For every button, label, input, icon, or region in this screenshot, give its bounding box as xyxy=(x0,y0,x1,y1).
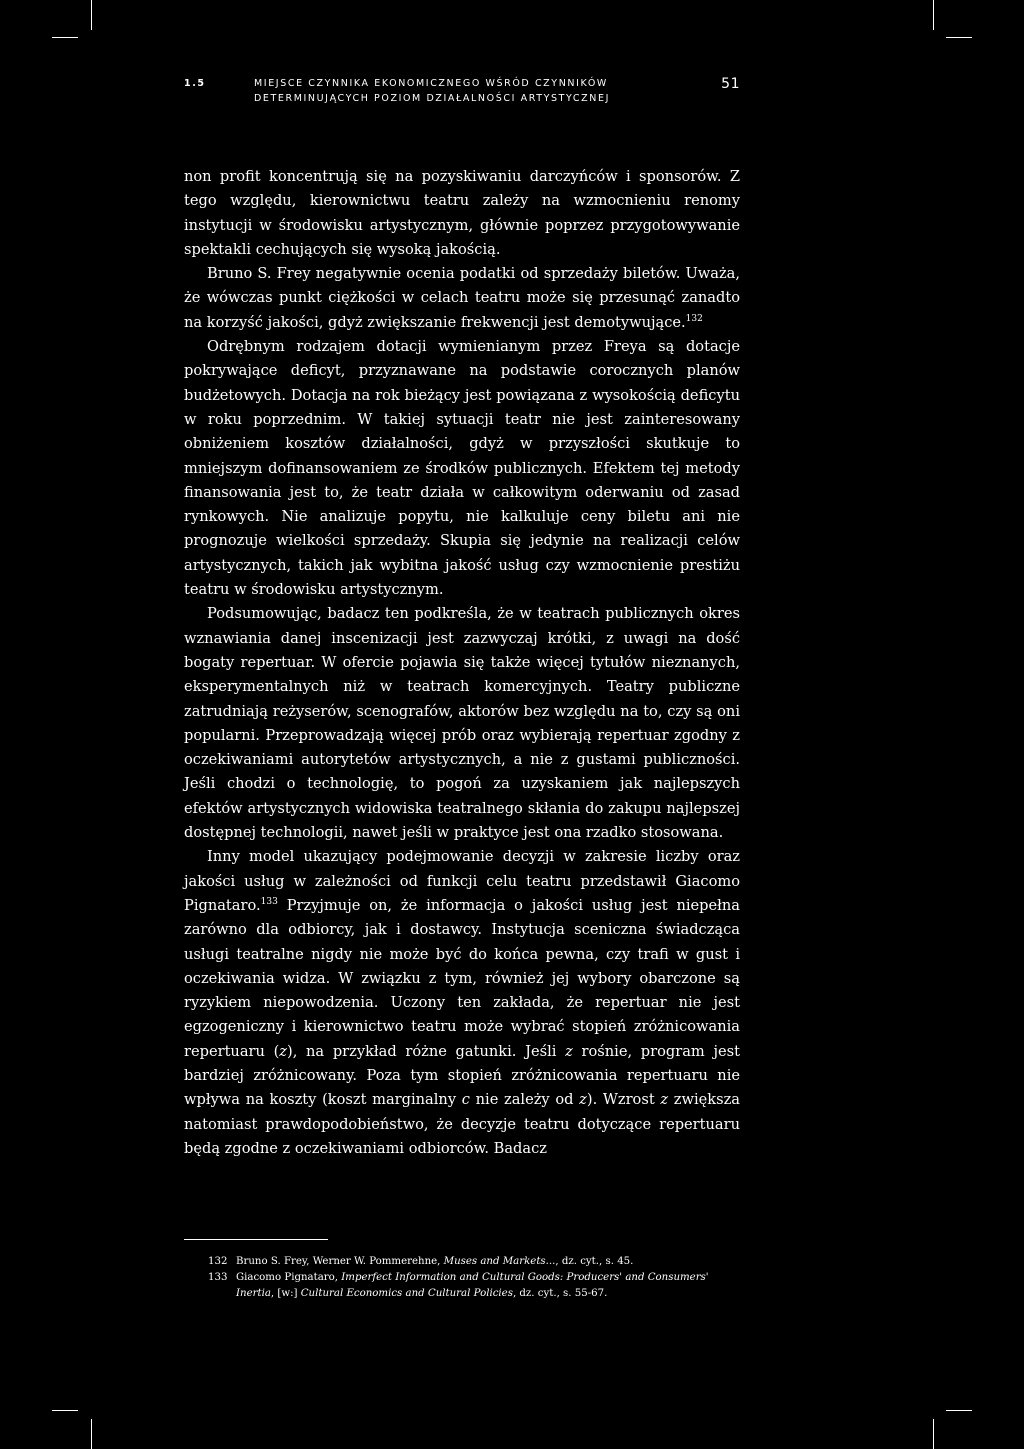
crop-mark xyxy=(91,0,92,30)
italic-text: z xyxy=(565,1042,573,1060)
footnotes xyxy=(184,1254,740,1302)
paragraph xyxy=(184,262,740,335)
crop-mark xyxy=(933,1419,934,1449)
italic-text: z xyxy=(579,1091,587,1109)
paragraph xyxy=(184,335,740,602)
running-title-line: MIEJSCE CZYNNIKA EKONOMICZNEGO WŚRÓD CZYNNIKÓW xyxy=(254,78,608,89)
crop-mark xyxy=(946,1410,972,1411)
text-run: , dz. cyt., s. 55-67. xyxy=(512,1288,608,1299)
text-run: zwiększa natomiast prawdopodobieństwo, że decyzje teatru dotyczące repertuaru będą zgodne z oczekiwaniami odbiorców. Badacz xyxy=(184,1091,740,1157)
footnote xyxy=(184,1254,740,1270)
crop-mark xyxy=(946,37,972,38)
text-run: , [w:] xyxy=(270,1288,301,1299)
text-run: Bruno S. Frey, Werner W. Pommerehne, xyxy=(236,1256,444,1267)
text-run: non profit koncentrują się na pozyskiwaniu darczyńców i sponsorów. Z tego względu, kierownictwu teatru zależy na wzmocnieniu renomy instytucji w środowisku artystycznym, głównie poprzez przygotowywanie spektakli cechujących się wysoką jakością. xyxy=(184,168,740,258)
section-number: 1.5 xyxy=(184,78,206,89)
italic-text: Imperfect Information and Cultural Goods: Producers' and Consumers' Inertia xyxy=(236,1272,709,1299)
italic-text: Muses and Markets... xyxy=(443,1256,556,1267)
italic-text: z xyxy=(279,1042,287,1060)
text-run: Odrębnym rodzajem dotacji wymienianym przez Freya są dotacje pokrywające deficyt, przyznawane na podstawie corocznych planów budżetowych. Dotacja na rok bieżący jest powiązana z wysokością deficytu w roku poprzednim. W takiej sytuacji teatr nie jest zainteresowany obniżeniem kosztów działalności, gdyż w przyszłości skutkuje to mniejszym dofinansowaniem ze środków publicznych. Efektem tej metody finansowania jest to, że teatr działa w całkowitym oderwaniu od zasad rynkowych. Nie analizuje popytu, nie kalkuluje ceny biletu ani nie prognozuje wielkości sprzedaży. Skupia się jedynie na realizacji celów artystycznych, takich jak wybitna jakość usług czy wzmocnienie prestiżu teatru w środowisku artystycznym. xyxy=(184,338,740,599)
footnote-ref: 132 xyxy=(685,313,703,324)
footnote-number: 132 xyxy=(208,1256,228,1267)
text-run: , dz. cyt., s. 45. xyxy=(555,1256,634,1267)
text-run: Giacomo Pignataro, xyxy=(236,1272,342,1283)
paragraph xyxy=(184,845,740,1161)
paragraph xyxy=(184,602,740,845)
footnote-number: 133 xyxy=(208,1272,228,1283)
italic-text: z xyxy=(660,1091,669,1109)
footnote xyxy=(184,1270,740,1302)
footnote-rule xyxy=(184,1239,328,1240)
italic-text: c xyxy=(461,1091,470,1109)
page-number: 51 xyxy=(721,76,740,92)
text-run: nie zależy od xyxy=(469,1091,580,1109)
paragraph xyxy=(184,165,740,262)
crop-mark xyxy=(52,37,78,38)
body-text xyxy=(184,165,740,1161)
crop-mark xyxy=(933,0,934,30)
crop-mark xyxy=(91,1419,92,1449)
text-run: Inny model ukazujący podejmowanie decyzji w zakresie liczby oraz jakości usług w zależności od funkcji celu teatru przedstawił Giacomo Pignataro. xyxy=(184,848,740,914)
italic-text: Cultural Economics and Cultural Policies xyxy=(300,1288,513,1299)
running-title xyxy=(254,76,610,106)
running-title-line: DETERMINUJĄCYCH POZIOM DZIAŁALNOŚCI ARTYSTYCZNEJ xyxy=(254,93,610,104)
text-run: rośnie, program jest bardziej zróżnicowany. Poza tym stopień zróżnicowania repertuaru nie wpływa na koszty (koszt marginalny xyxy=(184,1042,740,1109)
text-run: Przyjmuje on, że informacja o jakości usług jest niepełna zarówno dla odbiorcy, jak i dostawcy. Instytucja sceniczna świadcząca usługi teatralne nigdy nie może być do końca pewna, czy trafi w gust i oczekiwania widza. W związku z tym, również jej wybory obarczone są ryzykiem niepowodzenia. Uczony ten zakłada, że repertuar nie jest egzogeniczny i kierownictwo teatru może wybrać stopień zróżnicowania repertuaru ( xyxy=(184,896,740,1060)
text-run: ), na przykład różne gatunki. Jeśli xyxy=(287,1042,566,1060)
footnote-ref: 133 xyxy=(260,896,278,907)
text-run: Bruno S. Frey negatywnie ocenia podatki od sprzedaży biletów. Uważa, że wówczas punkt ciężkości w celach teatru może się przesunąć zanadto na korzyść jakości, gdyż zwiększanie frekwencji jest demotywujące. xyxy=(184,265,740,331)
crop-mark xyxy=(52,1410,78,1411)
text-run: Podsumowując, badacz ten podkreśla, że w teatrach publicznych okres wznawiania danej inscenizacji jest zazwyczaj krótki, z uwagi na dość bogaty repertuar. W ofercie pojawia się także więcej tytułów nieznanych, eksperymentalnych niż w teatrach komercyjnych. Teatry publiczne zatrudniają reżyserów, scenografów, aktorów bez względu na to, czy są oni popularni. Przeprowadzają więcej prób oraz wybierają repertuar zgodny z oczekiwaniami autorytetów artystycznych, a nie z gustami publiczności. Jeśli chodzi o technologię, to pogoń za uzyskaniem jak najlepszych efektów artystycznych widowiska teatralnego skłania do zakupu najlepszej dostępnej technologii, nawet jeśli w praktyce jest ona rzadko stosowana. xyxy=(184,605,740,842)
text-run: ). Wzrost xyxy=(586,1091,661,1109)
